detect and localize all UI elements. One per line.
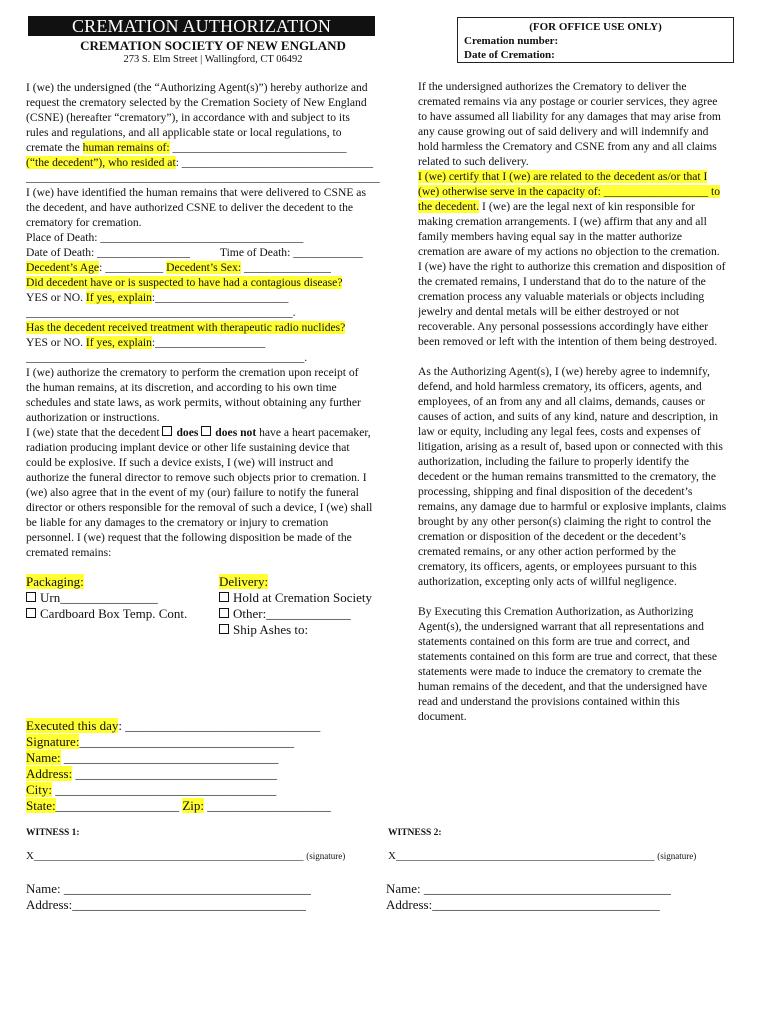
ship-ashes-checkbox[interactable] bbox=[219, 624, 229, 634]
does-checkbox[interactable] bbox=[162, 426, 172, 436]
cardboard-box-option[interactable]: Cardboard Box Temp. Cont. bbox=[40, 606, 188, 621]
radio-nuclides-question: Has the decedent received treatment with therapeutic radio nuclides? bbox=[26, 321, 346, 334]
left-text-line: personnel. I (we) request that the following disposition be made of the bbox=[26, 531, 352, 544]
right-text-line: statements were made to induce the crematory to cremate the bbox=[418, 665, 702, 678]
right-text-line: cremation process any valuable materials or objects including bbox=[418, 290, 705, 303]
name-field[interactable]: _________________________________ bbox=[60, 750, 279, 765]
left-text: have a heart pacemaker, bbox=[256, 426, 371, 439]
capacity-line bbox=[418, 184, 754, 199]
left-text: cremate the bbox=[26, 141, 83, 154]
right-text-line: crematory, its officers, agents, or employees pursuant to this bbox=[418, 560, 697, 573]
delivery-heading: Delivery: bbox=[219, 574, 269, 589]
witness-2-label: WITNESS 2: bbox=[388, 828, 442, 838]
certify-text: I (we) certify that I (we) are related to the decedent as/or that I bbox=[418, 170, 708, 183]
left-text-line: request the crematory selected by the Cremation Society of New England bbox=[26, 96, 367, 109]
yes-no-label: YES or NO. bbox=[26, 291, 86, 304]
human-remains-label: human remains of: bbox=[82, 141, 170, 154]
society-name: CREMATION SOCIETY OF NEW ENGLAND bbox=[80, 38, 346, 53]
packaging-heading: Packaging: bbox=[26, 574, 84, 589]
right-text-line: the cremated remains, I understand that do to the nature of the bbox=[418, 275, 706, 288]
signature-caption: (signature) bbox=[306, 851, 346, 861]
right-text-line: litigation, arising as a result of, based upon or connected with this bbox=[418, 440, 723, 453]
hold-option[interactable]: Hold at Cremation Society bbox=[233, 590, 373, 605]
left-text-line: radiation producing implant device or other life sustaining device that bbox=[26, 441, 350, 454]
left-text-line: rules and regulations, and all applicable state or local regulations, to bbox=[26, 126, 342, 139]
contagious-question-line bbox=[26, 275, 408, 290]
left-text-line: director or others responsible for the removal of such a device, I (we) shall bbox=[26, 501, 373, 514]
right-text-line: As the Authorizing Agent(s), I (we) hereby agree to indemnify, bbox=[418, 365, 710, 378]
right-text-line: human remains of the decedent, and that the undersigned have bbox=[418, 680, 708, 693]
left-text: I (we) state that the decedent bbox=[26, 426, 163, 439]
place-of-death-field[interactable]: Place of Death: ___________________________________ bbox=[26, 231, 304, 244]
human-remains-field[interactable]: ______________________________ bbox=[169, 141, 347, 154]
state-field[interactable]: ___________________ bbox=[55, 798, 183, 813]
if-yes-explain-label: If yes, explain bbox=[85, 336, 152, 349]
right-text-line: If the undersigned authorizes the Crematory to deliver the bbox=[418, 80, 687, 93]
witness-2-address-field[interactable]: Address:___________________________________ bbox=[386, 897, 660, 912]
decedent-age-field[interactable]: : __________ bbox=[99, 261, 167, 274]
witness-1-signature-field[interactable]: X_________________________________________________ bbox=[26, 850, 304, 862]
left-text-line: I (we) have identified the human remains that were delivered to CSNE as bbox=[26, 186, 366, 199]
the-decedent-label: the decedent. bbox=[418, 200, 480, 213]
right-text-line: any cause growing out of said delivery and will indemnify and bbox=[418, 125, 709, 138]
right-text-line: remains, any damage due to harmful or explosive implants, claims bbox=[418, 500, 727, 513]
resided-at-label: (“the decedent”), who resided at bbox=[26, 156, 176, 169]
cardboard-box-checkbox[interactable] bbox=[26, 608, 36, 618]
executed-label: Executed this day bbox=[26, 718, 119, 733]
date-time-of-death-line bbox=[26, 245, 408, 260]
signature-caption: (signature) bbox=[657, 851, 697, 861]
right-text-line: authorization, excepting only acts of willful negligence. bbox=[418, 575, 677, 588]
if-yes-explain-label: If yes, explain bbox=[85, 291, 152, 304]
zip-field[interactable]: ___________________ bbox=[204, 798, 331, 813]
resided-at-field[interactable]: : _________________________________ bbox=[175, 156, 374, 169]
radio-nuclides-question-line bbox=[26, 320, 408, 335]
office-use-box bbox=[457, 17, 734, 63]
right-text-line: family members having equal say in the matter authorize bbox=[418, 230, 682, 243]
left-text-line: could be explosive. If such a device exists, I (we) will instruct and bbox=[26, 456, 334, 469]
right-text-line: processing, shipping and final disposition of the decedent’s bbox=[418, 485, 693, 498]
right-text-line: I (we) have the right to authorize this cremation and disposition of bbox=[418, 260, 726, 273]
yes-no-label: YES or NO. bbox=[26, 336, 86, 349]
decedent-sex-field[interactable]: _______________ bbox=[241, 261, 331, 274]
does-not-label: does not bbox=[215, 426, 257, 439]
packaging-section bbox=[26, 574, 216, 622]
witness-1-name-field[interactable]: Name: ______________________________________ bbox=[26, 881, 311, 896]
capacity-label: (we) otherwise serve in the capacity of: bbox=[418, 185, 604, 198]
decedent-sex-label: Decedent’s Sex: bbox=[166, 261, 242, 274]
witness-1-label: WITNESS 1: bbox=[26, 828, 80, 838]
contagious-question: Did decedent have or is suspected to have had a contagious disease? bbox=[26, 276, 343, 289]
city-field[interactable]: __________________________________ bbox=[52, 782, 277, 797]
date-of-death-field[interactable]: Date of Death: ________________ bbox=[26, 246, 190, 259]
right-text-line: cremation or disposition of the decedent or the decedent’s bbox=[418, 530, 686, 543]
left-column bbox=[26, 80, 408, 560]
right-text-line: to have assumed all liability for any damages that may arise from bbox=[418, 110, 721, 123]
right-text-line: decedent or the human remains transmitted to the crematory, the bbox=[418, 470, 717, 483]
signature-field[interactable]: _________________________________ bbox=[79, 734, 294, 749]
right-text-line: law or equity, including any legal fees, costs and expenses of bbox=[418, 425, 701, 438]
right-text-line: related to such delivery. bbox=[418, 155, 529, 168]
city-label: City: bbox=[26, 782, 53, 797]
radio-nuclides-answer-line bbox=[26, 335, 408, 350]
form-title: CREMATION AUTHORIZATION bbox=[28, 16, 375, 36]
left-text-line: (we) also agree that in the event of my (our) failure to notify the funeral bbox=[26, 486, 359, 499]
date-of-cremation-field[interactable]: Date of Cremation: bbox=[464, 49, 555, 61]
left-text-line: authorization or instructions. bbox=[26, 411, 160, 424]
contagious-answer-line bbox=[26, 290, 408, 305]
left-text-line: (CSNE) (hereafter “crematory”), in accordance with and subject to its bbox=[26, 111, 350, 124]
hold-checkbox[interactable] bbox=[219, 592, 229, 602]
right-text-line: statements contained on this form are true and correct, that these bbox=[418, 650, 718, 663]
name-label: Name: bbox=[26, 750, 61, 765]
right-column bbox=[418, 79, 754, 724]
right-text-line: authorization, including the failure to properly identify the bbox=[418, 455, 690, 468]
right-text-line: employees, of an from any and all claims, demands, causes or bbox=[418, 395, 705, 408]
right-text-line: recoverable. Any personal possessions accordingly have either bbox=[418, 320, 709, 333]
right-text-line: Agent(s), the undersigned warrant that all representations and bbox=[418, 620, 704, 633]
left-text-line: the decedent, and have authorized CSNE to deliver the decedent to the bbox=[26, 201, 354, 214]
delivery-section bbox=[219, 574, 409, 638]
human-remains-line bbox=[26, 140, 408, 155]
right-text-line: been removed or left with the intention of them being destroyed. bbox=[418, 335, 718, 348]
pacemaker-line bbox=[26, 425, 408, 440]
witness-2-name-field[interactable]: Name: ______________________________________ bbox=[386, 881, 671, 896]
left-text-line: I (we) the undersigned (the “Authorizing Agent(s)”) hereby authorize and bbox=[26, 81, 368, 94]
right-text-line: cremation are aware of my actions no objection to the cremation. bbox=[418, 245, 720, 258]
witness-1-address-field[interactable]: Address:____________________________________ bbox=[26, 897, 307, 912]
radio-nuclides-explain-field[interactable]: :___________________ bbox=[151, 336, 266, 349]
right-text-line: causes of action, and suits of any kind, nature and description, in bbox=[418, 410, 719, 423]
resided-at-line bbox=[26, 155, 408, 170]
age-sex-line bbox=[26, 260, 408, 275]
signature-label: Signature: bbox=[26, 734, 80, 749]
state-label: State: bbox=[26, 798, 56, 813]
right-text-line: cremated remains, or any other action performed by the bbox=[418, 545, 676, 558]
right-text-line: cremated remains via any postage or courier services, they agree bbox=[418, 95, 718, 108]
does-label: does bbox=[176, 426, 199, 439]
society-address: 273 S. Elm Street | Wallingford, CT 06492 bbox=[123, 54, 303, 65]
ship-ashes-option[interactable]: Ship Ashes to: bbox=[233, 622, 309, 637]
address-label: Address: bbox=[26, 766, 73, 781]
radio-nuclides-explain-field-continued[interactable]: ________________________________________________. bbox=[26, 351, 308, 364]
right-text-line: By Executing this Cremation Authorization, as Authorizing bbox=[418, 605, 694, 618]
left-text-line: I (we) authorize the crematory to perform the cremation upon receipt of bbox=[26, 366, 359, 379]
cremation-number-field[interactable]: Cremation number: bbox=[464, 35, 559, 47]
right-text-line: brought by any other person(s) claiming the right to control the bbox=[418, 515, 711, 528]
other-checkbox[interactable] bbox=[219, 608, 229, 618]
capacity-field[interactable]: __________________ to bbox=[603, 185, 721, 198]
left-text-line: the human remains, at its discretion, and according to his own time bbox=[26, 381, 337, 394]
right-text-line: defend, and hold harmless crematory, its officers, agents, and bbox=[418, 380, 702, 393]
right-text-line: jewelry and dental metals will be either destroyed or not bbox=[418, 305, 680, 318]
left-text-line: schedules and state laws, as work permits, without obtaining any further bbox=[26, 396, 361, 409]
does-not-checkbox[interactable] bbox=[201, 426, 211, 436]
right-text-line: read and understand the provisions contained within this bbox=[418, 695, 680, 708]
left-text-line: authorize the funeral director to remove such objects prior to cremation. I bbox=[26, 471, 367, 484]
certify-line bbox=[418, 169, 754, 184]
left-text-line: cremated remains: bbox=[26, 546, 112, 559]
zip-label: Zip: bbox=[182, 798, 205, 813]
urn-checkbox[interactable] bbox=[26, 592, 36, 602]
next-of-kin-line bbox=[418, 199, 754, 214]
other-option[interactable]: Other:_____________ bbox=[233, 606, 351, 621]
witness-2-signature-field[interactable]: X_______________________________________________ bbox=[388, 850, 655, 862]
decedent-age-label: Decedent’s Age bbox=[26, 261, 100, 274]
resided-at-field-continued[interactable]: _____________________________________________________________ bbox=[26, 171, 380, 184]
witness-2-signature-row bbox=[388, 850, 696, 862]
witness-1-signature-row bbox=[26, 850, 345, 862]
right-text-line: making cremation arrangements. I (we) affirm that any and all bbox=[418, 215, 707, 228]
urn-option[interactable]: Urn_______________ bbox=[40, 590, 158, 605]
signature-block bbox=[26, 718, 406, 814]
office-use-heading: (FOR OFFICE USE ONLY) bbox=[529, 21, 662, 33]
right-text-line: document. bbox=[418, 710, 467, 723]
right-text-line: hold harmless the Crematory and CSNE from any and all claims bbox=[418, 140, 717, 153]
contagious-explain-field[interactable]: :_______________________ bbox=[151, 291, 289, 304]
right-text-line: statements contained on this form are true and correct, and bbox=[418, 635, 690, 648]
left-text-line: crematory for cremation. bbox=[26, 216, 142, 229]
left-text-line: be liable for any damages to the crematory or injury to cremation bbox=[26, 516, 329, 529]
contagious-explain-field-continued[interactable]: ______________________________________________. bbox=[26, 306, 296, 319]
executed-field[interactable]: : ______________________________ bbox=[118, 718, 321, 733]
time-of-death-field[interactable]: Time of Death: ____________ bbox=[219, 246, 363, 259]
right-text: I (we) are the legal next of kin responsible for bbox=[479, 200, 695, 213]
address-field[interactable]: _______________________________ bbox=[72, 766, 277, 781]
